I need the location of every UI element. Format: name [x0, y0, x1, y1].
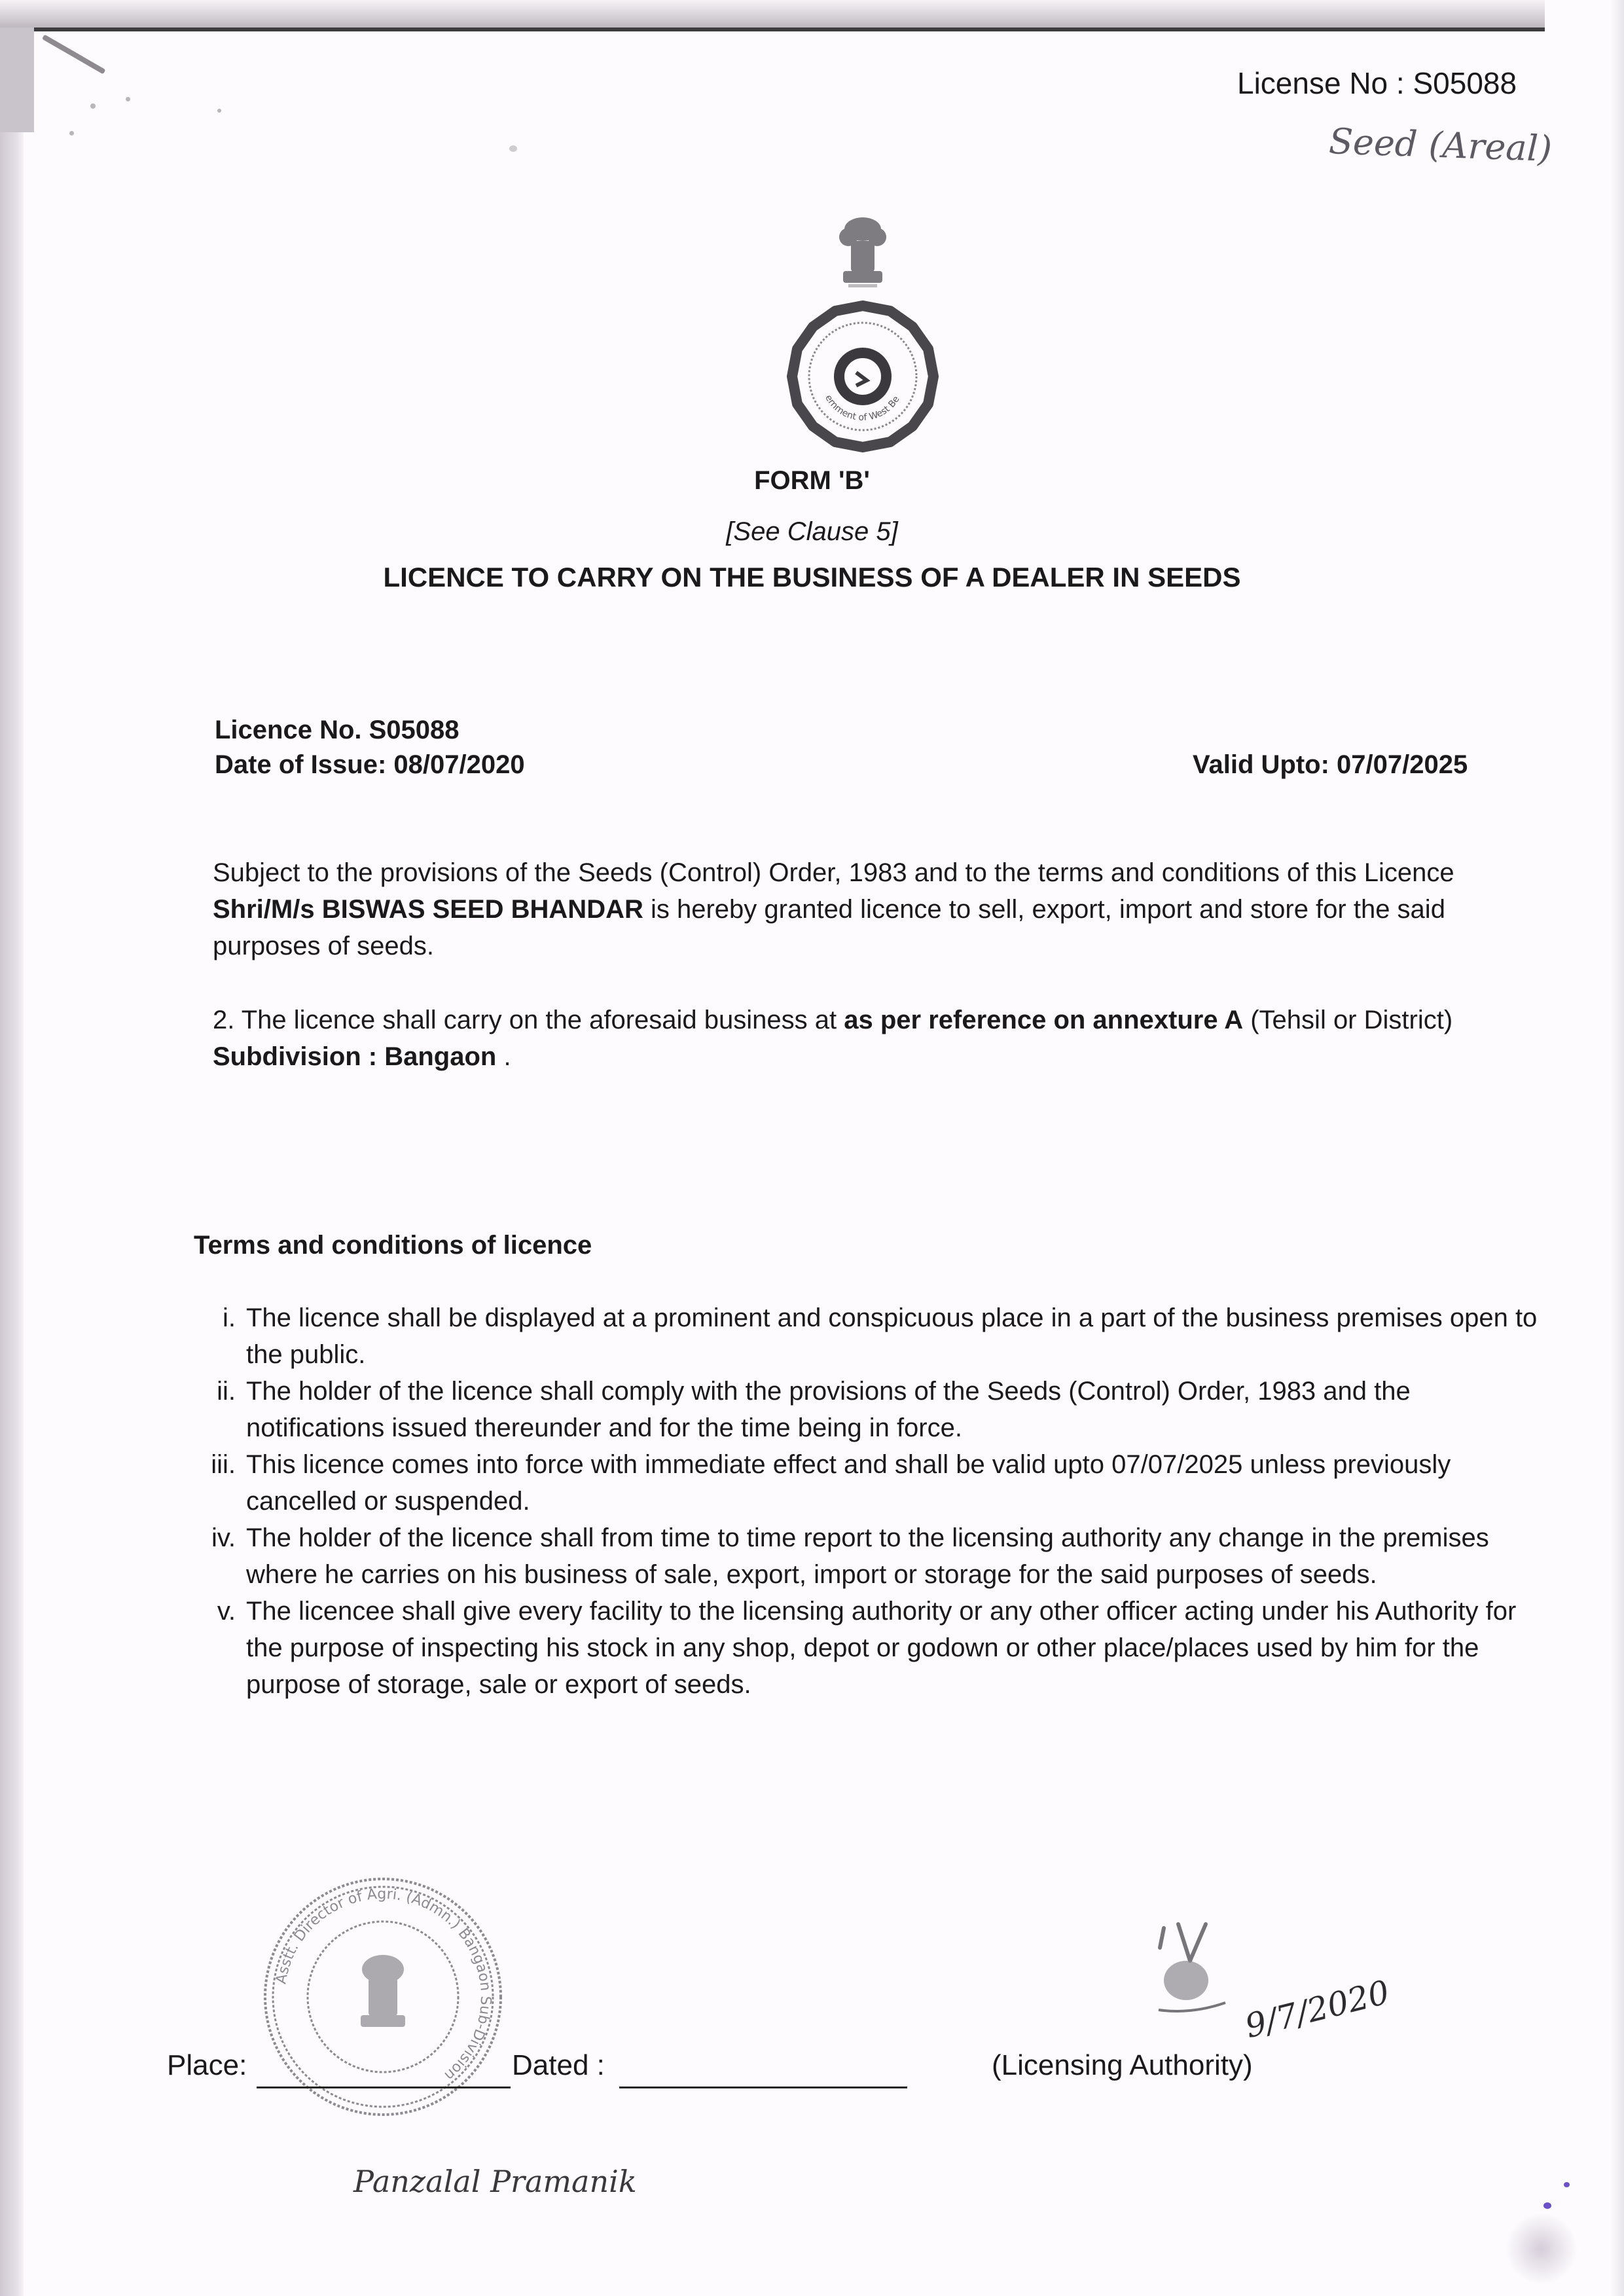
- speck: [90, 103, 96, 109]
- scan-left-edge: [0, 27, 24, 2296]
- header-license-number: License No : S05088: [1237, 66, 1517, 100]
- valid-upto: Valid Upto: 07/07/2025: [1193, 750, 1468, 779]
- term-item: [196, 1520, 1538, 1593]
- location-paragraph: [213, 1002, 1509, 1075]
- document-title: LICENCE TO CARRY ON THE BUSINESS OF A DEALER IN SEEDS: [383, 562, 1241, 592]
- grant-text-prefix: Subject to the provisions of the Seeds (Control) Order, 1983 and to the terms and conditions of this Licence: [213, 858, 1454, 887]
- scan-top-edge: [0, 0, 1545, 31]
- speck: [69, 131, 74, 136]
- term-item: [196, 1446, 1538, 1520]
- ink-dot: [1543, 2202, 1551, 2209]
- stamp-seal-icon: [259, 1872, 507, 2121]
- handwritten-note: Seed (Areal): [1328, 120, 1553, 170]
- fingerprint-smudge: [1506, 2213, 1578, 2285]
- authority-signature: [1152, 1922, 1231, 2013]
- term-item: [196, 1593, 1538, 1703]
- government-emblem: [778, 203, 948, 458]
- scan-right-edge: [1611, 0, 1624, 2296]
- term-number: ii.: [217, 1377, 236, 1406]
- term-number: iv.: [211, 1523, 236, 1552]
- scan-corner-shadow: [0, 27, 34, 132]
- term-item: [196, 1300, 1538, 1373]
- licensing-authority-label: (Licensing Authority): [992, 2049, 1253, 2081]
- licence-number: Licence No. S05088: [215, 716, 460, 744]
- speck: [509, 145, 517, 152]
- term-text: The holder of the licence shall comply with the provisions of the Seeds (Control) Order, 1983 and the notifications issued thereunder and for the time being in force.: [246, 1377, 1411, 1442]
- form-label: FORM 'B': [754, 466, 870, 495]
- business-location: as per reference on annexture A: [844, 1006, 1244, 1034]
- dated-label: Dated :: [512, 2049, 605, 2081]
- signature-mark-icon: [1152, 1922, 1231, 2013]
- terms-list: [196, 1300, 1538, 1703]
- licensee-name: Shri/M/s BISWAS SEED BHANDAR: [213, 895, 643, 924]
- term-number: iii.: [211, 1450, 236, 1479]
- location-text-end: .: [496, 1042, 511, 1071]
- stamp-text: Asstt. Director of Agri. (Admn.) Bangaon Sub-Division: [273, 1886, 494, 2084]
- speck: [217, 109, 221, 113]
- handwritten-signature: Panzalal Pramanik: [353, 2164, 637, 2199]
- staple-pin: [42, 35, 106, 75]
- location-text-middle: (Tehsil or District): [1243, 1006, 1453, 1034]
- term-text: This licence comes into force with immediate effect and shall be valid upto 07/07/2025 unless previously cancelled or suspended.: [246, 1450, 1451, 1516]
- emblem-caption: Government of West Bengal: [823, 369, 902, 424]
- handwritten-date: 9/7/2020: [1241, 1973, 1394, 2046]
- term-text: The licencee shall give every facility to the licensing authority or any other officer acting under his Authority for the purpose of inspecting his stock in any shop, depot or godown or other place/places used by him for the purpose of storage, sale or export of seeds.: [246, 1597, 1517, 1699]
- ink-dot: [1564, 2182, 1570, 2187]
- official-stamp: [259, 1872, 507, 2121]
- date-of-issue: Date of Issue: 08/07/2020: [215, 750, 525, 779]
- grant-text-suffix: is hereby granted licence to sell, export, import and store for the said purposes of seeds.: [213, 895, 1445, 960]
- emblem-icon: [778, 203, 948, 458]
- subdivision: Subdivision : Bangaon: [213, 1042, 497, 1071]
- term-number: v.: [217, 1597, 236, 1626]
- grant-paragraph: [213, 854, 1509, 964]
- term-item: [196, 1373, 1538, 1446]
- terms-heading: Terms and conditions of licence: [194, 1231, 592, 1260]
- speck: [126, 97, 130, 101]
- location-text-prefix: 2. The licence shall carry on the aforesaid business at: [213, 1006, 844, 1034]
- term-text: The licence shall be displayed at a prominent and conspicuous place in a part of the business premises open to the public.: [246, 1303, 1538, 1369]
- place-field-line: [257, 2086, 511, 2088]
- dated-field-line: [619, 2086, 907, 2088]
- term-text: The holder of the licence shall from time to time report to the licensing authority any change in the premises where he carries on his business of sale, export, import or storage for the said purposes of seeds.: [246, 1523, 1489, 1589]
- clause-reference: [See Clause 5]: [726, 517, 898, 546]
- term-number: i.: [223, 1303, 236, 1332]
- place-label: Place:: [167, 2049, 247, 2081]
